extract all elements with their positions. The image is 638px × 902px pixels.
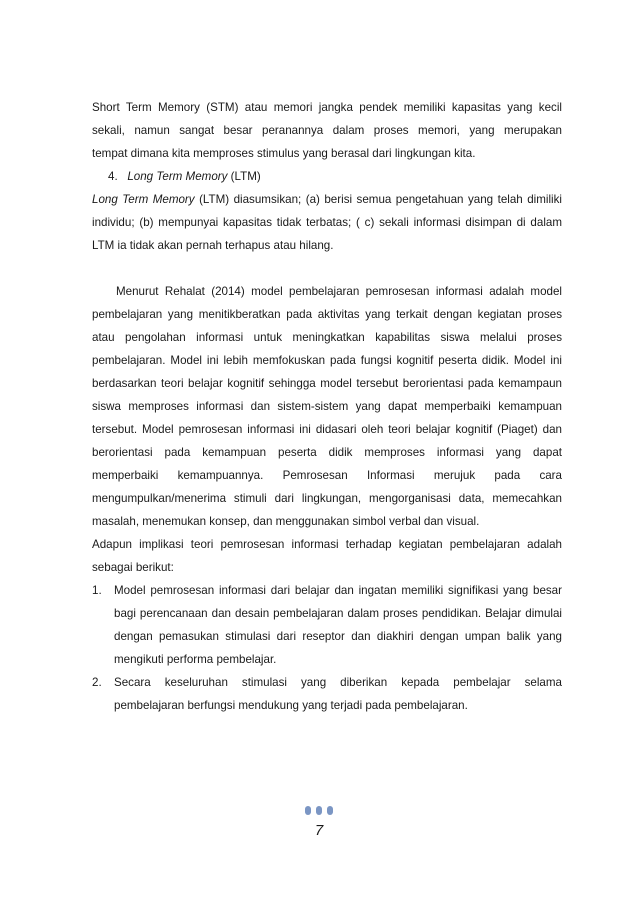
text-line: Adapun implikasi teori pemrosesan informasi terhadap kegiatan pembelajaran adalah	[92, 538, 562, 551]
text-line: LTM ia tidak akan pernah terhapus atau hilang.	[92, 239, 334, 252]
ltm-heading-number: 4.	[108, 170, 118, 183]
ltm-term: Long Term Memory	[92, 193, 195, 206]
implication-paragraph	[92, 533, 562, 579]
footer-dot	[305, 806, 311, 815]
list-item	[92, 579, 562, 671]
text-line: pembelajaran yang menitikberatkan pada aktivitas yang terkait dengan kegiatan proses	[92, 308, 562, 321]
paragraph-gap	[92, 257, 562, 280]
text-line: masalah, menemukan konsep, dan menggunakan simbol verbal dan visual.	[92, 515, 480, 528]
text-line: atau pengolahan informasi untuk meningkatkan kapabilitas siswa melalui proses	[92, 331, 562, 344]
text-line: dengan pemasukan stimulasi dari reseptor dan diakhiri dengan umpan balik yang	[114, 630, 562, 643]
rehalat-paragraph	[92, 280, 562, 533]
list-item-number: 2.	[92, 676, 102, 689]
ltm-line1-rest: (LTM) diasumsikan; (a) berisi semua pengetahuan yang telah dimiliki	[194, 193, 562, 206]
text-line: memperbaiki kemampuannya. Pemrosesan Informasi merujuk pada cara	[92, 469, 562, 482]
text-line: bagi perencanaan dan desain pembelajaran dalam proses pendidikan. Belajar dimulai	[114, 607, 562, 620]
ltm-heading-suffix: (LTM)	[227, 170, 261, 183]
text-line: tersebut. Model pemrosesan informasi ini didasari oleh teori belajar kognitif (Piaget) dan	[92, 423, 562, 436]
text-line	[92, 188, 562, 211]
text-line: tempat dimana kita memproses stimulus yang berasal dari lingkungan kita.	[92, 147, 476, 160]
text-line: pembelajaran berfungsi mendukung yang terjadi pada pembelajaran.	[114, 699, 468, 712]
footer-dot	[327, 806, 333, 815]
text-line: sebagai berikut:	[92, 561, 174, 574]
text-line: siswa memproses informasi dan sistem-sistem yang dapat memperbaiki kemampuan	[92, 400, 562, 413]
page-number: 7	[314, 822, 324, 839]
document-page	[92, 96, 562, 717]
text-line: Model pemrosesan informasi dari belajar dan ingatan memiliki signifikasi yang besar	[114, 584, 562, 597]
text-line: Menurut Rehalat (2014) model pembelajaran pemrosesan informasi adalah model	[116, 285, 562, 298]
text-line: Short Term Memory (STM) atau memori jangka pendek memiliki kapasitas yang kecil	[92, 101, 562, 114]
list-item	[92, 671, 562, 717]
ltm-heading-title: Long Term Memory	[127, 170, 228, 183]
stm-paragraph	[92, 96, 562, 165]
footer-dots-ornament	[305, 806, 333, 815]
text-line: mengumpulkan/menerima stimuli dari lingkungan, mengorganisasi data, memecahkan	[92, 492, 562, 505]
text-line: berorientasi pada kemampuan peserta didik memproses informasi yang dapat	[92, 446, 562, 459]
ltm-heading	[92, 165, 562, 188]
footer-dot	[316, 806, 322, 815]
list-item-text	[114, 579, 562, 671]
ltm-paragraph	[92, 188, 562, 257]
text-line: sekali, namun sangat besar peranannya dalam proses memori, yang merupakan	[92, 124, 562, 137]
text-line: individu; (b) mempunyai kapasitas tidak terbatas; ( c) sekali informasi disimpan di dalam	[92, 216, 562, 229]
text-line: mengikuti performa pembelajar.	[114, 653, 277, 666]
list-item-number: 1.	[92, 584, 102, 597]
text-line: pembelajaran. Model ini lebih memfokuskan pada fungsi kognitif peserta didik. Model ini	[92, 354, 562, 367]
list-item-text	[114, 671, 562, 717]
text-line: Secara keseluruhan stimulasi yang diberikan kepada pembelajar selama	[114, 676, 562, 689]
text-line: berdasarkan teori belajar kognitif sehingga model tersebut berorientasi pada kemampaun	[92, 377, 562, 390]
